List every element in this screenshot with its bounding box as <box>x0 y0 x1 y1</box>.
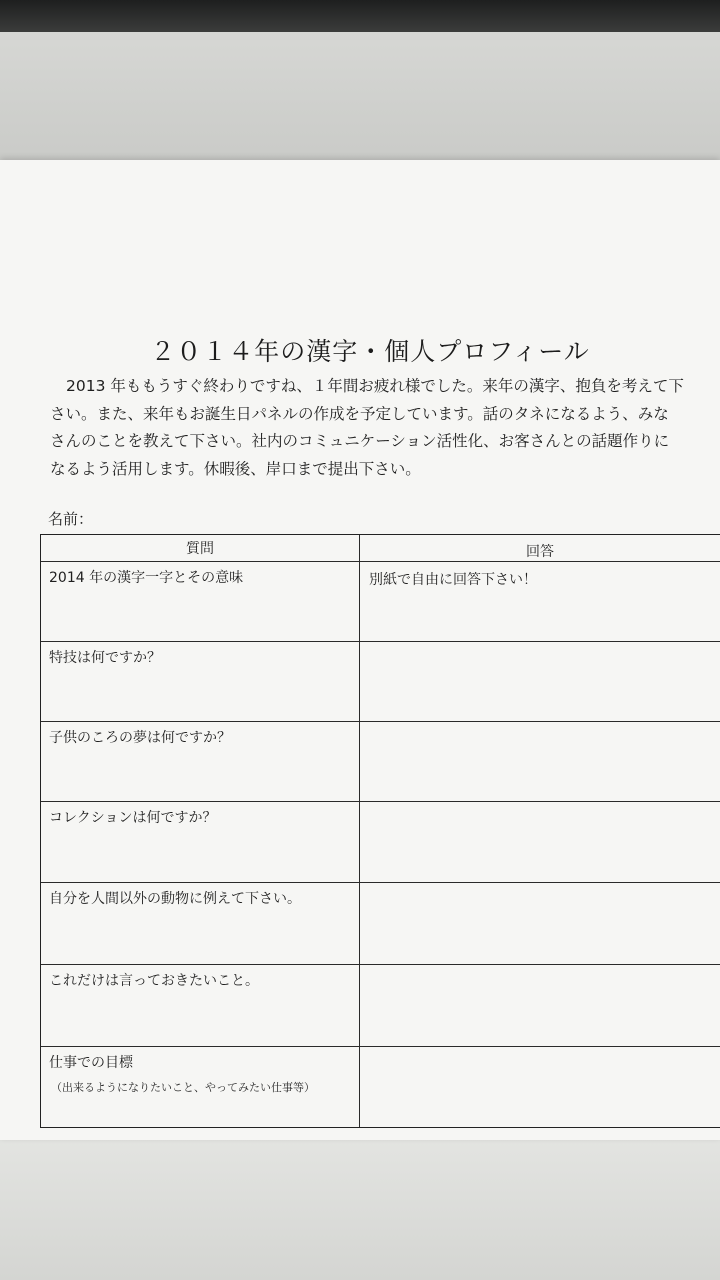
row-divider <box>41 721 720 722</box>
question-work-goal: 仕事での目標 <box>49 1055 133 1071</box>
background-desk <box>0 1130 720 1280</box>
question-work-goal-note: （出来るようになりたいこと、やってみたい仕事等） <box>51 1081 315 1094</box>
row-divider <box>41 882 720 883</box>
background-dark-band <box>0 0 720 32</box>
background-wall <box>0 32 720 172</box>
profile-table <box>40 534 720 1128</box>
intro-line: 2013 年ももうすぐ終わりですね、１年間お疲れ様でした。来年の漢字、抱負を考えて下 <box>66 377 684 395</box>
header-answer: 回答 <box>526 544 554 560</box>
intro-line: さんのことを教えて下さい。社内のコミュニケーション活性化、お客さんとの話題作りに <box>50 432 670 450</box>
question-kanji: 2014 年の漢字一字とその意味 <box>49 570 244 586</box>
row-divider <box>41 801 720 802</box>
row-divider <box>41 641 720 642</box>
row-divider <box>41 964 720 965</box>
row-divider <box>41 1046 720 1047</box>
question-collection: コレクションは何ですか？ <box>49 810 217 826</box>
intro-line: さい。また、来年もお誕生日パネルの作成を予定しています。話のタネになるよう、みな <box>50 404 669 423</box>
question-message: これだけは言っておきたいこと。 <box>49 973 259 989</box>
intro-paragraph <box>50 373 700 483</box>
row-divider <box>41 561 720 562</box>
header-question: 質問 <box>186 541 214 557</box>
question-skill: 特技は何ですか？ <box>49 650 161 666</box>
document-title: ２０１４年の漢字・個人プロフィール <box>150 337 590 366</box>
intro-line: なるよう活用します。休暇後、岸口まで提出下さい。 <box>50 459 421 478</box>
answer-kanji[interactable]: 別紙で自由に回答下さい！ <box>369 572 537 588</box>
question-childhood-dream: 子供のころの夢は何ですか？ <box>49 730 231 746</box>
question-animal: 自分を人間以外の動物に例えて下さい。 <box>49 891 301 907</box>
name-label: 名前： <box>48 510 94 528</box>
column-divider <box>359 535 360 1127</box>
